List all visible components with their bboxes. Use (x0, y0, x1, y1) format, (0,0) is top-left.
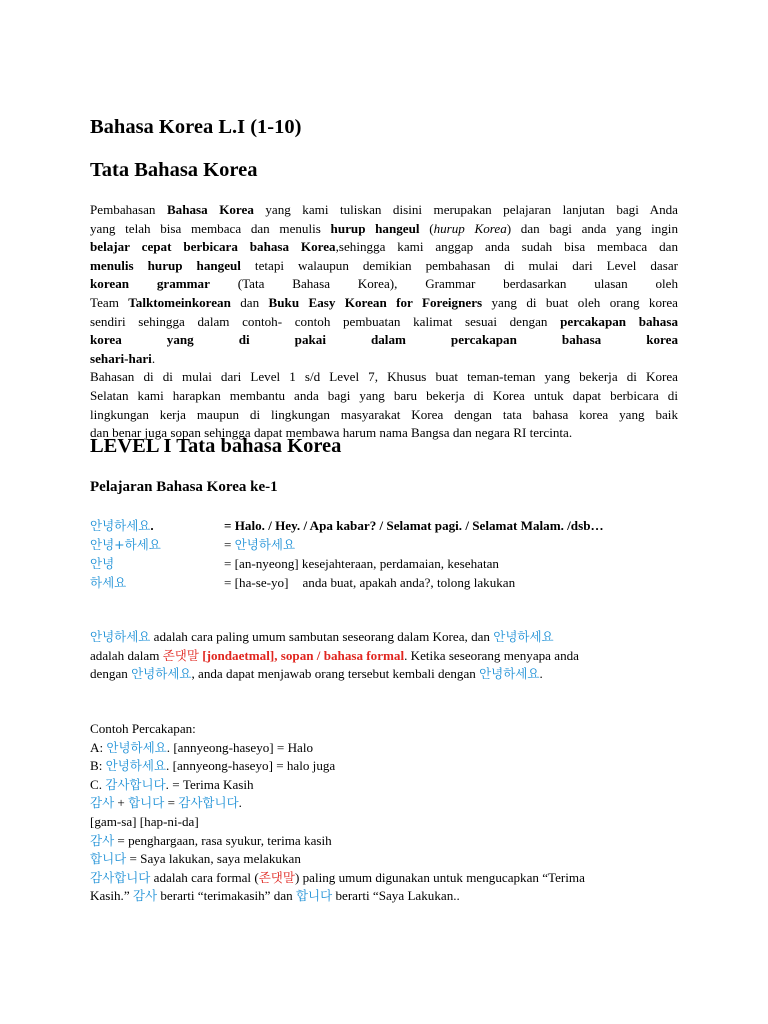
explanation-paragraph: 안녕하세요 adalah cara paling umum sambutan seseorang dalam Korea, dan 안녕하세요 adalah dalam 존댓말 [jondaetmal], sopan / bahasa formal. Ketika seseorang menyapa anda dengan 안녕하세요, anda dapat menjawab orang tersebut kembali dengan 안녕하세요. (90, 629, 579, 682)
dialog-example (90, 720, 690, 906)
intro-line: belajar cepat berbicara bahasa Korea,sehingga kami anggap anda sudah bisa membaca dan (90, 239, 678, 255)
dialog-line-b: B: 안녕하세요. [annyeong-haseyo] = halo juga (90, 758, 336, 774)
vocab-definition: = 안녕하세요 (224, 537, 296, 552)
formal-explanation-cont: Kasih.” 감사 berarti “terimakasih” dan 합니다 berarti “Saya Lakukan.. (90, 888, 460, 904)
vocab-term: 하세요 (90, 575, 127, 590)
section-heading: Tata Bahasa Korea (90, 159, 258, 181)
intro-line: Team Talktomeinkorean dan Buku Easy Korean for Foreigners yang di buat oleh orang korea (90, 294, 678, 310)
vocab-definition: = [an-nyeong] kesejahteraan, perdamaian, kesehatan (224, 556, 499, 571)
intro-line: Pembahasan Bahasa Korea yang kami tuliskan disini merupakan pelajaran lanjutan bagi Anda (90, 202, 678, 217)
dialog-heading: Contoh Percakapan: (90, 721, 196, 736)
vocab-definition: = [ha-se-yo] anda buat, apakah anda?, tolong lakukan (224, 575, 516, 590)
intro-line: menulis hurup hangeul tetapi walaupun demikian pembahasan di mulai dari Level dasar (90, 257, 679, 273)
word-equation: 감사 + 합니다 = 감사합니다. (90, 795, 242, 811)
romanization: [gam-sa] [hap-ni-da] (90, 813, 199, 829)
hamnida-definition: 합니다 = Saya lakukan, saya melakukan (90, 851, 301, 867)
intro-line: Selatan kami harapkan membantu anda bagi yang baru bekerja di Korea untuk dapat berbicara di (90, 387, 678, 403)
vocab-term: 안녕하세요. (90, 518, 154, 533)
vocab-term: 안녕+하세요 (90, 537, 161, 552)
dialog-line-a: A: 안녕하세요. [annyeong-haseyo] = Halo (90, 739, 314, 755)
intro-line: dan benar juga sopan sehingga dapat membawa harum nama Bangsa dan negara RI tercinta. (90, 425, 573, 441)
vocab-definition: = Halo. / Hey. / Apa kabar? / Selamat pagi. / Selamat Malam. /dsb… (224, 518, 604, 533)
intro-line: lingkungan kerja maupun di lingkungan masyarakat Korea dengan tata bahasa korea yang baik (90, 406, 678, 422)
intro-line: korea yang di pakai dalam percakapan bahasa korea sehari-hari. (90, 332, 678, 366)
vocab-term: 안녕 (90, 556, 115, 571)
level-heading: LEVEL I Tata bahasa Korea (90, 435, 342, 457)
intro-line: korean grammar (Tata Bahasa Korea), Grammar berdasarkan ulasan oleh (90, 276, 678, 292)
vocab-table (90, 516, 690, 592)
intro-line: Bahasan di di mulai dari Level 1 s/d Level 7, Khusus buat teman-teman yang bekerja di Korea (90, 369, 678, 385)
lesson-heading: Pelajaran Bahasa Korea ke-1 (90, 479, 278, 495)
intro-line: sendiri sehingga dalam contoh- contoh pembuatan kalimat sesuai dengan percakapan bahasa (90, 313, 679, 329)
formal-explanation: 감사합니다 adalah cara formal (존댓말) paling umum digunakan untuk mengucapkan “Terima (90, 869, 585, 885)
gamsa-definition: 감사 = penghargaan, rasa syukur, terima kasih (90, 832, 332, 848)
intro-line: yang telah bisa membaca dan menulis hurup hangeul (hurup Korea) dan bagi anda yang ingin (90, 220, 678, 236)
document-title: Bahasa Korea L.I (1-10) (90, 116, 302, 138)
dialog-line-c: C. 감사합니다. = Terima Kasih (90, 776, 254, 792)
intro-paragraph (90, 201, 678, 443)
